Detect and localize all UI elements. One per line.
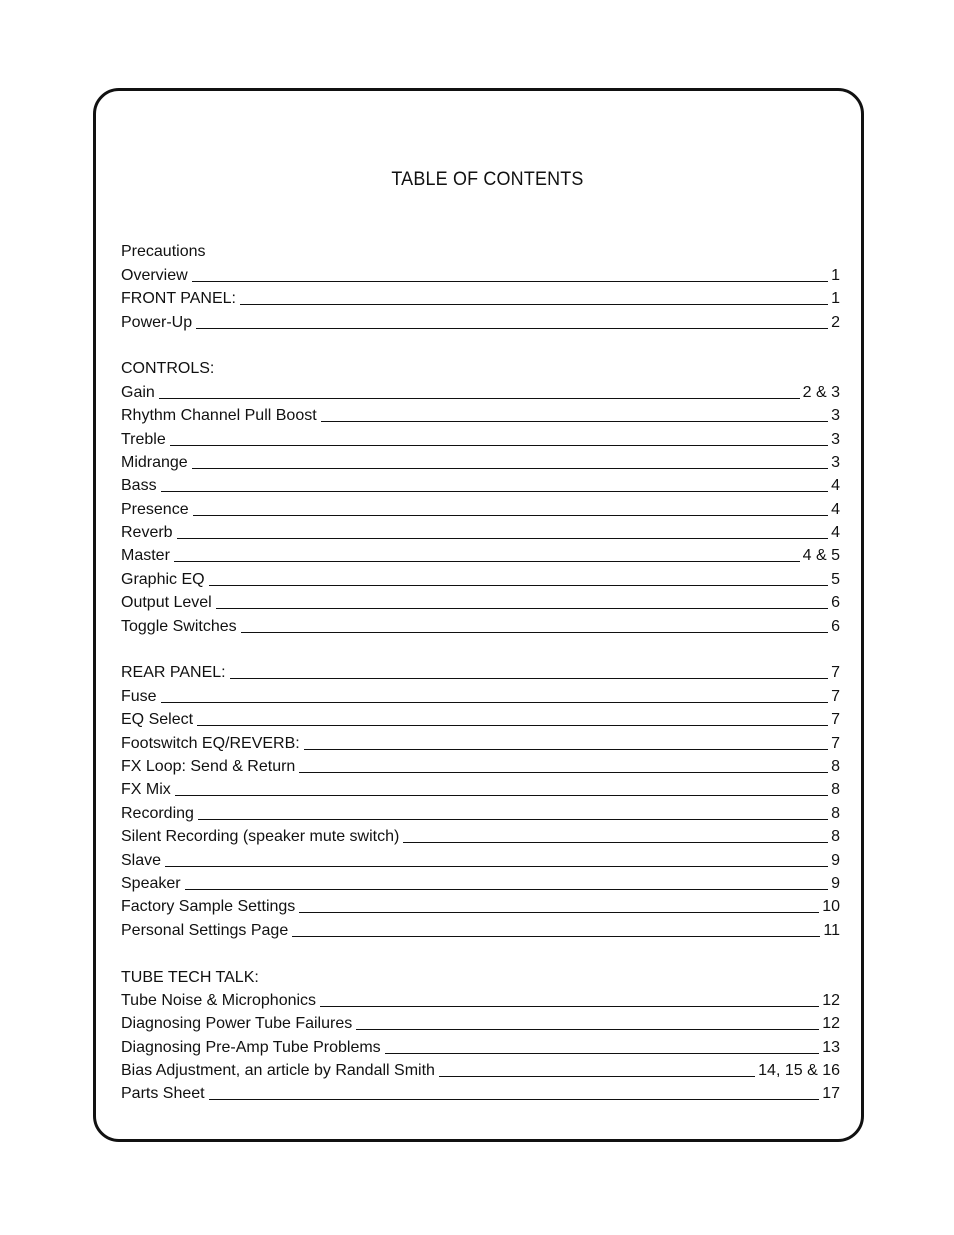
toc-entry bbox=[121, 777, 840, 800]
toc-entry bbox=[121, 800, 840, 823]
toc-entry-page: 6 bbox=[831, 594, 840, 612]
toc-entry-label: Toggle Switches bbox=[121, 617, 237, 635]
leader-line bbox=[196, 328, 828, 329]
toc-entry-page: 8 bbox=[831, 804, 840, 822]
toc-entry-page: 2 bbox=[831, 313, 840, 331]
toc-entry bbox=[121, 683, 840, 706]
toc-entry-page: 12 bbox=[822, 991, 840, 1009]
leader-line bbox=[198, 819, 828, 820]
toc-entry-label: Parts Sheet bbox=[121, 1085, 205, 1103]
toc-entry-page: 4 bbox=[831, 477, 840, 495]
toc-entry-label: Bass bbox=[121, 477, 157, 495]
leader-line bbox=[209, 1099, 820, 1100]
toc-entry bbox=[121, 707, 840, 730]
toc-entry-label: CONTROLS: bbox=[121, 360, 215, 378]
toc-entry bbox=[121, 543, 840, 566]
leader-line bbox=[165, 866, 828, 867]
leader-line bbox=[356, 1029, 819, 1030]
toc-entry-label: FRONT PANEL: bbox=[121, 290, 236, 308]
leader-line bbox=[209, 585, 829, 586]
toc-entry-label: Gain bbox=[121, 383, 155, 401]
toc-entry-label: Power-Up bbox=[121, 313, 193, 331]
toc-entry-label: Diagnosing Power Tube Failures bbox=[121, 1015, 353, 1033]
toc-entry bbox=[121, 379, 840, 402]
toc-entry bbox=[121, 403, 840, 426]
toc-entry-page: 1 bbox=[831, 266, 840, 284]
leader-line bbox=[230, 678, 828, 679]
toc-entry-label: TUBE TECH TALK: bbox=[121, 968, 259, 986]
leader-line bbox=[241, 632, 828, 633]
toc-entry bbox=[121, 871, 840, 894]
toc-entry-page: 7 bbox=[831, 687, 840, 705]
toc-entry-page: 11 bbox=[823, 921, 840, 939]
toc-entry-label: Fuse bbox=[121, 687, 157, 705]
leader-line bbox=[403, 842, 828, 843]
toc-entry-label: Midrange bbox=[121, 453, 188, 471]
page-title: TABLE OF CONTENTS bbox=[391, 168, 584, 190]
toc-entry-page: 8 bbox=[831, 757, 840, 775]
toc-entry-label: Treble bbox=[121, 430, 166, 448]
toc-entry-label: Diagnosing Pre-Amp Tube Problems bbox=[121, 1038, 381, 1056]
leader-line bbox=[197, 725, 828, 726]
leader-line bbox=[193, 515, 829, 516]
toc-entry-label: Factory Sample Settings bbox=[121, 898, 296, 916]
toc-entry-label: Overview bbox=[121, 266, 188, 284]
toc-entry-label: Footswitch EQ/REVERB: bbox=[121, 734, 300, 752]
toc-entry-label: Recording bbox=[121, 804, 194, 822]
toc-entry-page: 17 bbox=[822, 1085, 840, 1103]
toc-entry bbox=[121, 660, 840, 683]
leader-line bbox=[321, 421, 828, 422]
toc-entry-page: 9 bbox=[831, 851, 840, 869]
toc-entry-label: Precautions bbox=[121, 243, 206, 261]
toc-heading bbox=[121, 239, 840, 262]
toc-entry-label: Master bbox=[121, 547, 170, 565]
toc-entry-page: 4 bbox=[831, 524, 840, 542]
toc-entry-label: Speaker bbox=[121, 874, 181, 892]
toc-entry-page: 13 bbox=[822, 1038, 840, 1056]
leader-line bbox=[175, 795, 828, 796]
toc-entry-label: EQ Select bbox=[121, 711, 194, 729]
leader-line bbox=[216, 608, 828, 609]
toc-entry-label: FX Loop: Send & Return bbox=[121, 757, 296, 775]
toc-section bbox=[121, 239, 840, 333]
toc-entry bbox=[121, 754, 840, 777]
toc-entry bbox=[121, 566, 840, 589]
toc-entry-label: Presence bbox=[121, 500, 189, 518]
toc-entry-label: Reverb bbox=[121, 524, 173, 542]
toc-entry-page: 3 bbox=[831, 407, 840, 425]
toc-entry bbox=[121, 1058, 840, 1081]
leader-line bbox=[159, 398, 800, 399]
toc-entry bbox=[121, 262, 840, 285]
leader-line bbox=[292, 936, 820, 937]
leader-line bbox=[177, 538, 829, 539]
leader-line bbox=[174, 561, 800, 562]
leader-line bbox=[240, 304, 828, 305]
toc-entry-label: Rhythm Channel Pull Boost bbox=[121, 407, 317, 425]
toc-entry-label: Graphic EQ bbox=[121, 570, 205, 588]
leader-line bbox=[192, 468, 828, 469]
leader-line bbox=[185, 889, 829, 890]
leader-line bbox=[170, 445, 828, 446]
toc-entry-page: 1 bbox=[831, 290, 840, 308]
toc-entry bbox=[121, 917, 840, 940]
toc-entry bbox=[121, 286, 840, 309]
toc-entry-page: 3 bbox=[831, 453, 840, 471]
toc-entry bbox=[121, 730, 840, 753]
leader-line bbox=[439, 1076, 755, 1077]
toc-entry-page: 8 bbox=[831, 828, 840, 846]
toc-entry-label: Slave bbox=[121, 851, 162, 869]
leader-line bbox=[385, 1053, 820, 1054]
toc-section bbox=[121, 964, 840, 1104]
leader-line bbox=[304, 749, 828, 750]
toc-heading bbox=[121, 964, 840, 987]
toc-entry bbox=[121, 824, 840, 847]
toc-heading bbox=[121, 356, 840, 379]
leader-line bbox=[161, 702, 829, 703]
toc-entry-page: 10 bbox=[822, 898, 840, 916]
toc-entry bbox=[121, 426, 840, 449]
toc-entry bbox=[121, 309, 840, 332]
toc-entry-page: 8 bbox=[831, 781, 840, 799]
toc-entry bbox=[121, 520, 840, 543]
toc-entry bbox=[121, 450, 840, 473]
toc-entry bbox=[121, 1011, 840, 1034]
toc-entry-label: REAR PANEL: bbox=[121, 664, 226, 682]
toc-entry-page: 6 bbox=[831, 617, 840, 635]
leader-line bbox=[320, 1006, 819, 1007]
toc-entry bbox=[121, 894, 840, 917]
toc-entry bbox=[121, 1081, 840, 1104]
toc-entry bbox=[121, 496, 840, 519]
toc-entry bbox=[121, 613, 840, 636]
toc-entry-page: 4 bbox=[831, 500, 840, 518]
leader-line bbox=[161, 491, 829, 492]
toc-section bbox=[121, 660, 840, 941]
toc-section bbox=[121, 356, 840, 637]
toc-entry bbox=[121, 1034, 840, 1057]
table-of-contents bbox=[121, 239, 840, 1128]
toc-entry bbox=[121, 988, 840, 1011]
toc-entry-page: 4 & 5 bbox=[802, 547, 840, 565]
toc-entry-label: Silent Recording (speaker mute switch) bbox=[121, 828, 400, 846]
toc-entry-page: 2 & 3 bbox=[802, 383, 840, 401]
toc-entry-page: 9 bbox=[831, 874, 840, 892]
toc-entry bbox=[121, 590, 840, 613]
leader-line bbox=[192, 281, 828, 282]
toc-entry bbox=[121, 473, 840, 496]
toc-entry-page: 7 bbox=[831, 664, 840, 682]
toc-entry-page: 14, 15 & 16 bbox=[758, 1062, 840, 1080]
toc-entry-page: 12 bbox=[822, 1015, 840, 1033]
toc-entry-label: Personal Settings Page bbox=[121, 921, 289, 939]
toc-entry-page: 7 bbox=[831, 734, 840, 752]
toc-entry-label: Output Level bbox=[121, 594, 212, 612]
toc-entry-label: Tube Noise & Microphonics bbox=[121, 991, 317, 1009]
toc-entry-page: 5 bbox=[831, 570, 840, 588]
toc-entry bbox=[121, 847, 840, 870]
toc-entry-page: 3 bbox=[831, 430, 840, 448]
leader-line bbox=[299, 912, 819, 913]
toc-entry-page: 7 bbox=[831, 711, 840, 729]
toc-entry-label: FX Mix bbox=[121, 781, 171, 799]
leader-line bbox=[299, 772, 828, 773]
toc-entry-label: Bias Adjustment, an article by Randall Smith bbox=[121, 1062, 435, 1080]
